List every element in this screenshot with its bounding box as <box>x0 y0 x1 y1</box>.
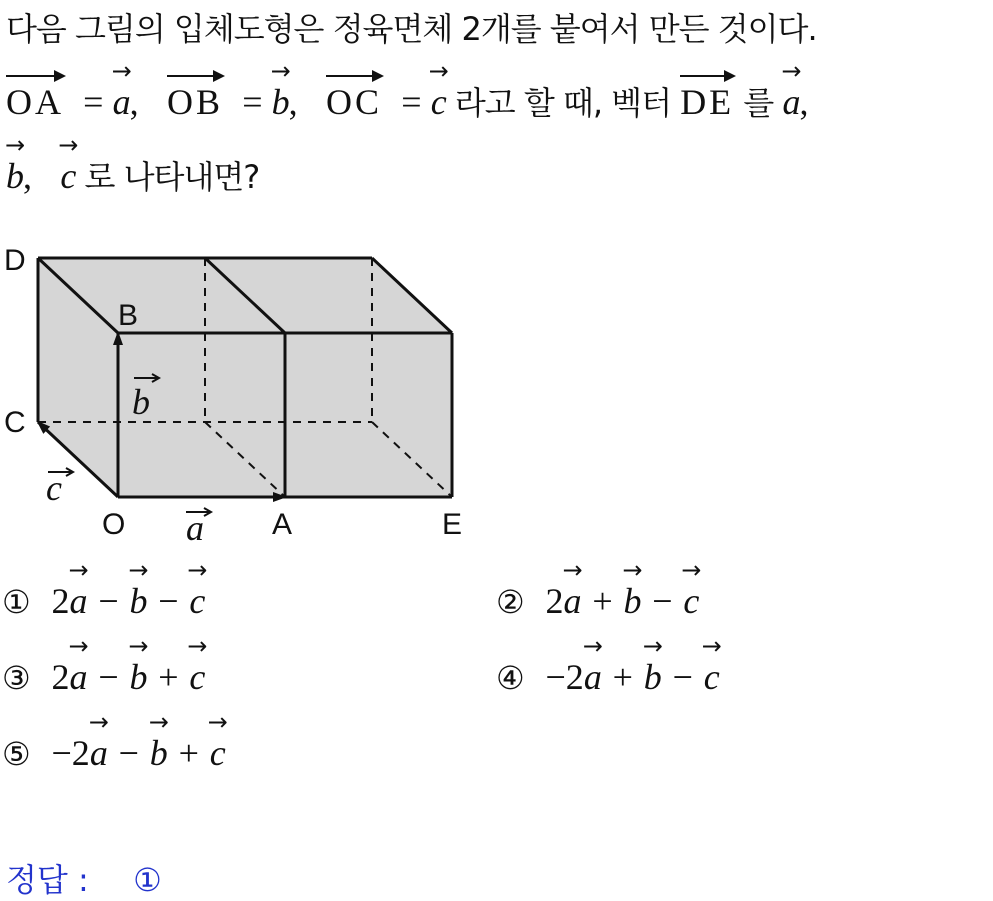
comma: , <box>129 82 139 122</box>
point-label-d: D <box>4 244 26 277</box>
vector-a: → a <box>564 580 582 622</box>
vector-b: → b <box>644 656 662 698</box>
choice-3[interactable] <box>2 656 205 698</box>
two-cubes-figure <box>0 232 480 552</box>
coefficient: 2 <box>545 581 564 621</box>
choice-number: ④ <box>496 659 525 697</box>
vector-b: → b <box>150 732 168 774</box>
vector-label-c: c <box>46 468 62 508</box>
operator: − <box>652 581 673 621</box>
vector-c: → c <box>189 580 205 622</box>
vector-label-a: a <box>186 508 204 548</box>
vector-c: → c <box>431 81 446 123</box>
question-line-2-tail: 라고 할 때, 벡터 <box>454 84 672 122</box>
vector-c: → c <box>60 155 75 197</box>
choice-number: ① <box>2 583 31 621</box>
operator: − <box>98 657 119 697</box>
vector-c: → c <box>189 656 205 698</box>
coefficient: −2 <box>51 733 90 773</box>
coefficient: 2 <box>51 581 70 621</box>
operator: + <box>612 657 633 697</box>
operator: − <box>118 733 139 773</box>
segment-oa: OA <box>6 82 64 122</box>
point-label-e: E <box>442 508 463 541</box>
vector-label-b: b <box>132 382 150 422</box>
comma: , <box>799 82 809 122</box>
equals-sign: = <box>83 82 104 122</box>
question-line-3 <box>6 152 259 198</box>
choice-5[interactable] <box>2 732 226 774</box>
operator: + <box>178 733 199 773</box>
equals-sign: = <box>401 82 422 122</box>
coefficient: 2 <box>51 657 70 697</box>
comma: , <box>23 156 32 196</box>
operator: + <box>592 581 613 621</box>
segment-ob: OB <box>167 82 224 122</box>
coefficient: −2 <box>545 657 584 697</box>
point-label-a: A <box>272 508 293 541</box>
answer-line <box>6 855 162 901</box>
choice-2[interactable] <box>496 580 699 622</box>
equals-sign: = <box>242 82 263 122</box>
vector-c: → c <box>683 580 699 622</box>
vector-b: → b <box>272 81 289 123</box>
vector-a: → a <box>113 81 130 123</box>
vector-a: → a <box>584 656 602 698</box>
answer-label: 정답 : <box>6 861 89 899</box>
particle-reul: 를 <box>743 84 774 122</box>
segment-oc: OC <box>326 82 383 122</box>
vector-a: → a <box>782 81 799 123</box>
choice-number: ⑤ <box>2 735 31 773</box>
operator: + <box>158 657 179 697</box>
answer-value: ① <box>133 861 162 899</box>
choice-4[interactable] <box>496 656 720 698</box>
vector-a: → a <box>70 580 88 622</box>
point-label-b: B <box>118 299 139 332</box>
vector-a: → a <box>90 732 108 774</box>
question-line-2 <box>6 78 808 124</box>
operator: − <box>158 581 179 621</box>
question-line-3-tail: 로 나타내면? <box>84 158 260 196</box>
vector-a: → a <box>70 656 88 698</box>
point-label-o: O <box>102 508 126 541</box>
choice-number: ② <box>496 583 525 621</box>
question-intro-text: 다음 그림의 입체도형은 정육면체 2개를 붙여서 만든 것이다. <box>6 10 817 48</box>
vector-c: → c <box>704 656 720 698</box>
vector-b: → b <box>129 656 147 698</box>
point-label-c: C <box>4 406 26 439</box>
choice-1[interactable] <box>2 580 205 622</box>
operator: − <box>672 657 693 697</box>
segment-de: DE <box>680 82 735 122</box>
vector-b: → b <box>6 155 23 197</box>
question-line-1 <box>6 4 817 50</box>
comma: , <box>288 82 298 122</box>
operator: − <box>98 581 119 621</box>
vector-b: → b <box>623 580 641 622</box>
vector-c: → c <box>210 732 226 774</box>
choice-number: ③ <box>2 659 31 697</box>
vector-b: → b <box>129 580 147 622</box>
